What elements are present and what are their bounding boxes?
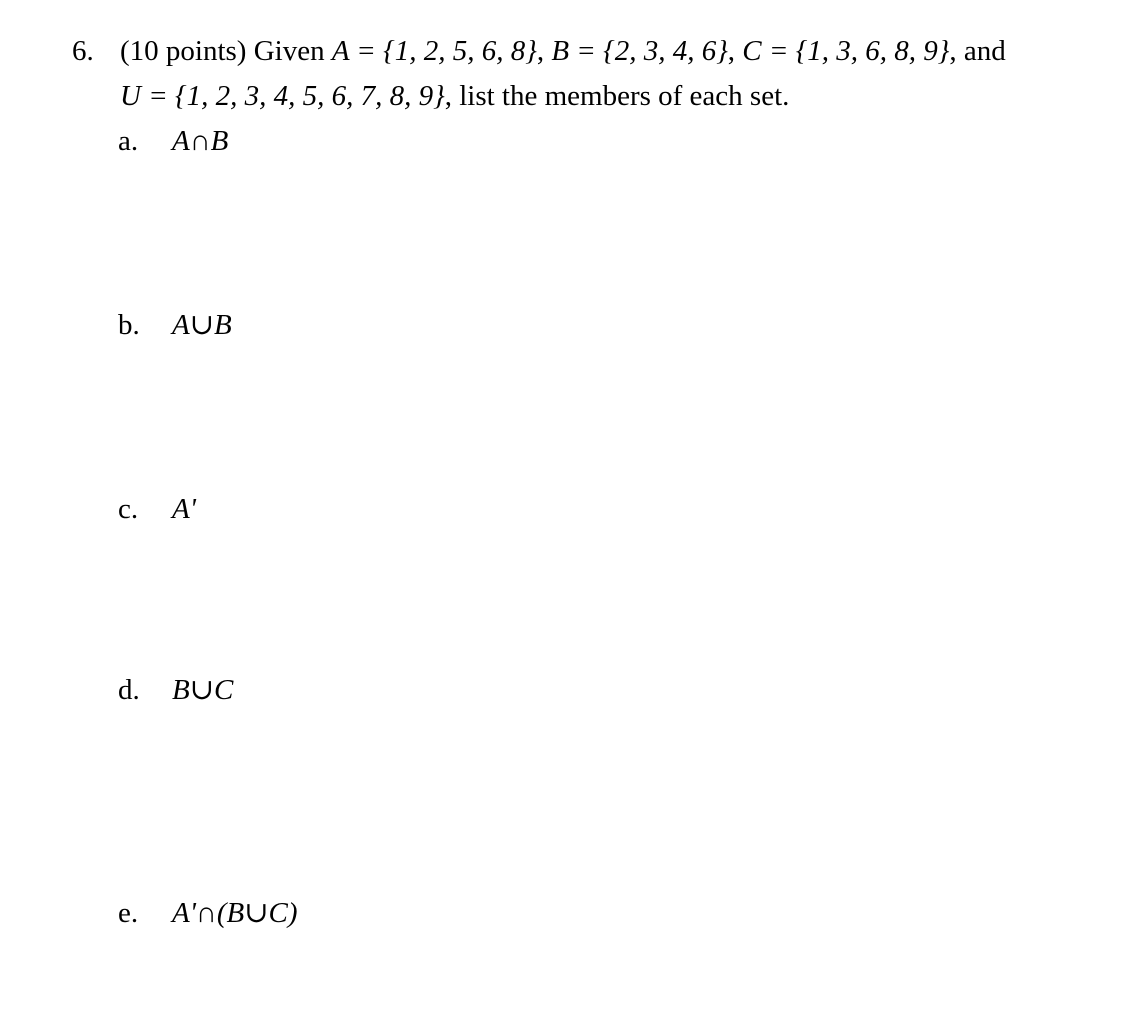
part-a-label: a.: [118, 125, 139, 157]
set-u-definition: U = {1, 2, 3, 4, 5, 6, 7, 8, 9}: [120, 80, 445, 112]
points-label: (10 points): [120, 35, 247, 67]
part-d-expression: B∪C: [172, 674, 234, 706]
problem-statement-line-2: [120, 79, 789, 113]
problem-number: 6.: [72, 35, 94, 67]
and-word: , and: [949, 35, 1006, 67]
part-b-label: b.: [118, 309, 140, 341]
set-b-definition: B = {2, 3, 4, 6}: [551, 35, 728, 67]
part-c-label: c.: [118, 493, 139, 525]
set-a-definition: A = {1, 2, 5, 6, 8}: [331, 35, 537, 67]
part-c-expression: A': [172, 493, 196, 525]
part-e-label: e.: [118, 897, 139, 929]
part-d-label: d.: [118, 674, 140, 706]
instruction-text: , list the members of each set.: [444, 80, 790, 112]
part-e-expression: A'∩(B∪C): [172, 897, 298, 929]
problem-statement-line-1: (10 points) Given A = {1, 2, 5, 6, 8}, B = {2, 3, 4, 6}, C = {1, 3, 6, 8, 9}, and: [120, 35, 1006, 67]
set-c-definition: C = {1, 3, 6, 8, 9}: [742, 35, 950, 67]
part-b-expression: A∪B: [172, 309, 232, 341]
part-a-expression: A∩B: [172, 125, 229, 157]
given-word: Given: [253, 35, 325, 67]
